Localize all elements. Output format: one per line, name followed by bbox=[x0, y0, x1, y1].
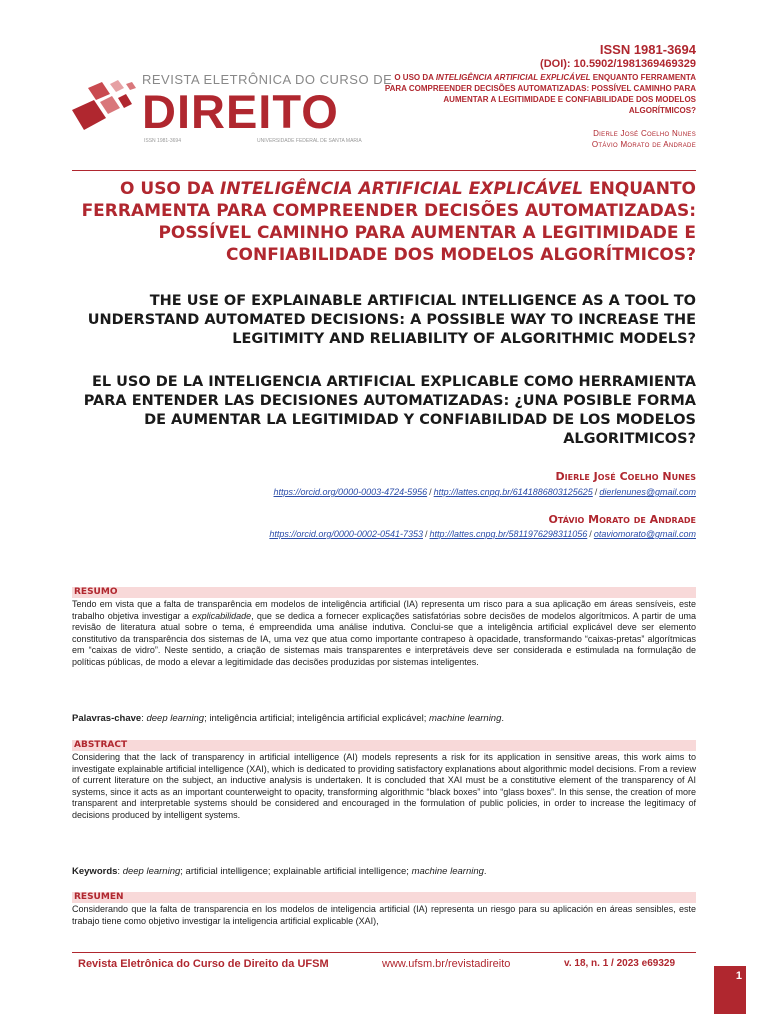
separator: / bbox=[424, 529, 428, 539]
title-pt-post: ENQUANTO FERRAMENTA PARA COMPREENDER DECISÕES AUTOMATIZADAS: POSSÍVEL CAMINHO PARA AUMENTAR A LEGITIMIDADE E CONFIABILIDADE DOS MODELOS ALGORÍTMICOS? bbox=[81, 179, 696, 265]
running-author-1: Dierle José Coelho Nunes bbox=[593, 129, 696, 138]
keywords-label: Keywords bbox=[72, 866, 118, 877]
resumo-text-em: explicabilidade bbox=[192, 610, 252, 621]
logo-subtitle: REVISTA ELETRÔNICA DO CURSO DE bbox=[142, 72, 393, 87]
header-rule bbox=[72, 170, 696, 171]
running-title-post: ENQUANTO FERRAMENTA PARA COMPREENDER DECISÕES AUTOMATIZADAS: POSSÍVEL CAMINHO PARA AUMENTAR A LEGITIMIDADE E CONFIABILIDADE DOS MODELOS ALGORÍTMICOS? bbox=[384, 73, 696, 115]
resumen-text: Considerando que la falta de transparencia en los modelos de inteligencia artificial (IA) representa un riesgo para su aplicación en áreas sensibles, este trabajo tiene como objetivo investigar la inteligencia artificial explicable (XAI), bbox=[72, 904, 696, 926]
author-name: Otávio Morato de Andrade bbox=[548, 513, 696, 526]
author-links bbox=[274, 487, 696, 497]
logo-title: DIREITO bbox=[142, 85, 339, 138]
running-authors bbox=[376, 128, 696, 150]
email-link[interactable]: otaviomorato@gmail.com bbox=[593, 529, 696, 539]
journal-logo bbox=[72, 70, 393, 150]
title-pt-pre: O USO DA bbox=[120, 179, 220, 199]
keyword: machine learning bbox=[411, 866, 484, 877]
doi: (DOI): 10.5902/1981369469329 bbox=[540, 58, 696, 70]
footer-issue: v. 18, n. 1 / 2023 e69329 bbox=[564, 958, 676, 969]
running-title-pre: O USO DA bbox=[394, 73, 436, 82]
title-spanish: EL USO DE LA INTELIGENCIA ARTIFICIAL EXPLICABLE COMO HERRAMIENTA PARA ENTENDER LAS DECISIONES AUTOMATIZADAS: ¿UNA POSIBLE FORMA DE AUMENTAR LA LEGITIMIDAD Y CONFIABILIDAD DE LOS MODELOS ALGORITMICOS? bbox=[83, 374, 696, 447]
footer-rule bbox=[72, 952, 696, 953]
resumo-text bbox=[72, 599, 696, 668]
keywords-label: Palavras-chave bbox=[72, 713, 142, 724]
orcid-link[interactable]: https://orcid.org/0000-0002-0541-7353 bbox=[269, 529, 423, 539]
orcid-link[interactable]: https://orcid.org/0000-0003-4724-5956 bbox=[273, 487, 428, 497]
running-title-em: INTELIGÊNCIA ARTIFICIAL EXPLICÁVEL bbox=[435, 73, 591, 82]
issn: ISSN 1981-3694 bbox=[599, 42, 696, 57]
title-english: THE USE OF EXPLAINABLE ARTIFICIAL INTELLIGENCE AS A TOOL TO UNDERSTAND AUTOMATED DECISIONS: A POSSIBLE WAY TO INCREASE THE LEGITIMITY AND RELIABILITY OF ALGORITHMIC MODELS? bbox=[87, 293, 696, 347]
resumo-text-2: , que se dedica a fornecer explicações satisfatórias sobre decisões de modelos algorítmicos. A partir de uma revisão de literatura atual sobre o tema, é empreendida uma análise indutiva. Conclui-se que a inteligência artificial explicável deve ser elemento constitutivo da transparência dos sistemas de IA, uma vez que atua como importante contrapeso à opacidade, transformando “caixas-pretas” algorítmicas em “caixas de vidro”. Neste sentido, a criação de sistemas mais transparentes e interpretáveis deve ser considerada e estimulada na formulação de políticas públicas, de modo a elevar a legitimidade das decisões produzidas por sistemas inteligentes. bbox=[72, 610, 696, 667]
keyword: deep learning bbox=[146, 713, 205, 724]
footer-url[interactable]: www.ufsm.br/revistadireito bbox=[382, 958, 511, 970]
separator: / bbox=[589, 529, 592, 539]
keywords-middle: ; inteligência artificial; inteligência artificial explicável; bbox=[204, 713, 430, 724]
footer-journal: Revista Eletrônica do Curso de Direito da UFSM bbox=[78, 958, 329, 970]
title-portuguese bbox=[72, 178, 696, 266]
keywords-end: . bbox=[501, 713, 505, 724]
lattes-link[interactable]: http://lattes.cnpq.br/6141886803125625 bbox=[433, 487, 593, 497]
resumo-text-1: Tendo em vista que a falta de transparência em modelos de inteligência artificial (IA) representa um risco para a sua aplicação em áreas sensíveis, este trabalho objetiva investigar a bbox=[72, 599, 696, 621]
keywords-end: . bbox=[483, 866, 487, 877]
abstract-text: Considering that the lack of transparency in artificial intelligence (AI) models represents a risk for its application in sensitive areas, this work aims to investigate explainable artificial intelligence (XAI), which is dedicated to providing satisfactory explanations about algorithmic model decisions. From a review of current literature on the subject, an inductive analysis is undertaken. It is concluded that XAI must be a constitutive element of the transparency of AI systems, since it acts as an important counterweight to opacity, transforming algorithmic “black boxes” into “glass boxes”. In this sense, the creation of more transparent and interpretable systems should be considered and encouraged in the formulation of public policies, in order to increase the legitimacy of decisions produced by intelligent systems. bbox=[72, 752, 696, 820]
keyword: machine learning bbox=[429, 713, 502, 724]
page-number: 1 bbox=[714, 966, 746, 1014]
keyword: deep learning bbox=[122, 866, 181, 877]
running-title bbox=[376, 72, 696, 116]
title-pt-em: INTELIGÊNCIA ARTIFICIAL EXPLICÁVEL bbox=[220, 179, 584, 199]
abstract-heading: ABSTRACT bbox=[72, 740, 696, 751]
keywords-middle: ; artificial intelligence; explainable artificial intelligence; bbox=[180, 866, 412, 877]
author-links bbox=[269, 529, 696, 539]
header-meta bbox=[376, 42, 696, 150]
logo-issn: ISSN 1981-3694 bbox=[144, 138, 181, 144]
logo-mark-icon bbox=[72, 80, 138, 135]
running-author-2: Otávio Morato de Andrade bbox=[591, 140, 696, 149]
resumo-heading: RESUMO bbox=[72, 587, 696, 598]
palavras-chave: Palavras-chave: deep learning; inteligência artificial; inteligência artificial explicável; machine learning. bbox=[72, 713, 505, 724]
lattes-link[interactable]: http://lattes.cnpq.br/5811976298311056 bbox=[429, 529, 588, 539]
separator: / bbox=[594, 487, 598, 497]
author-name: Dierle José Coelho Nunes bbox=[555, 470, 696, 483]
keywords: Keywords: deep learning; artificial intelligence; explainable artificial intelligence; machine learning. bbox=[72, 866, 487, 877]
resumen-heading: RESUMEN bbox=[72, 892, 696, 903]
logo-university: UNIVERSIDADE FEDERAL DE SANTA MARIA bbox=[257, 138, 362, 144]
separator: / bbox=[429, 487, 432, 497]
email-link[interactable]: dierlenunes@gmail.com bbox=[599, 487, 696, 497]
